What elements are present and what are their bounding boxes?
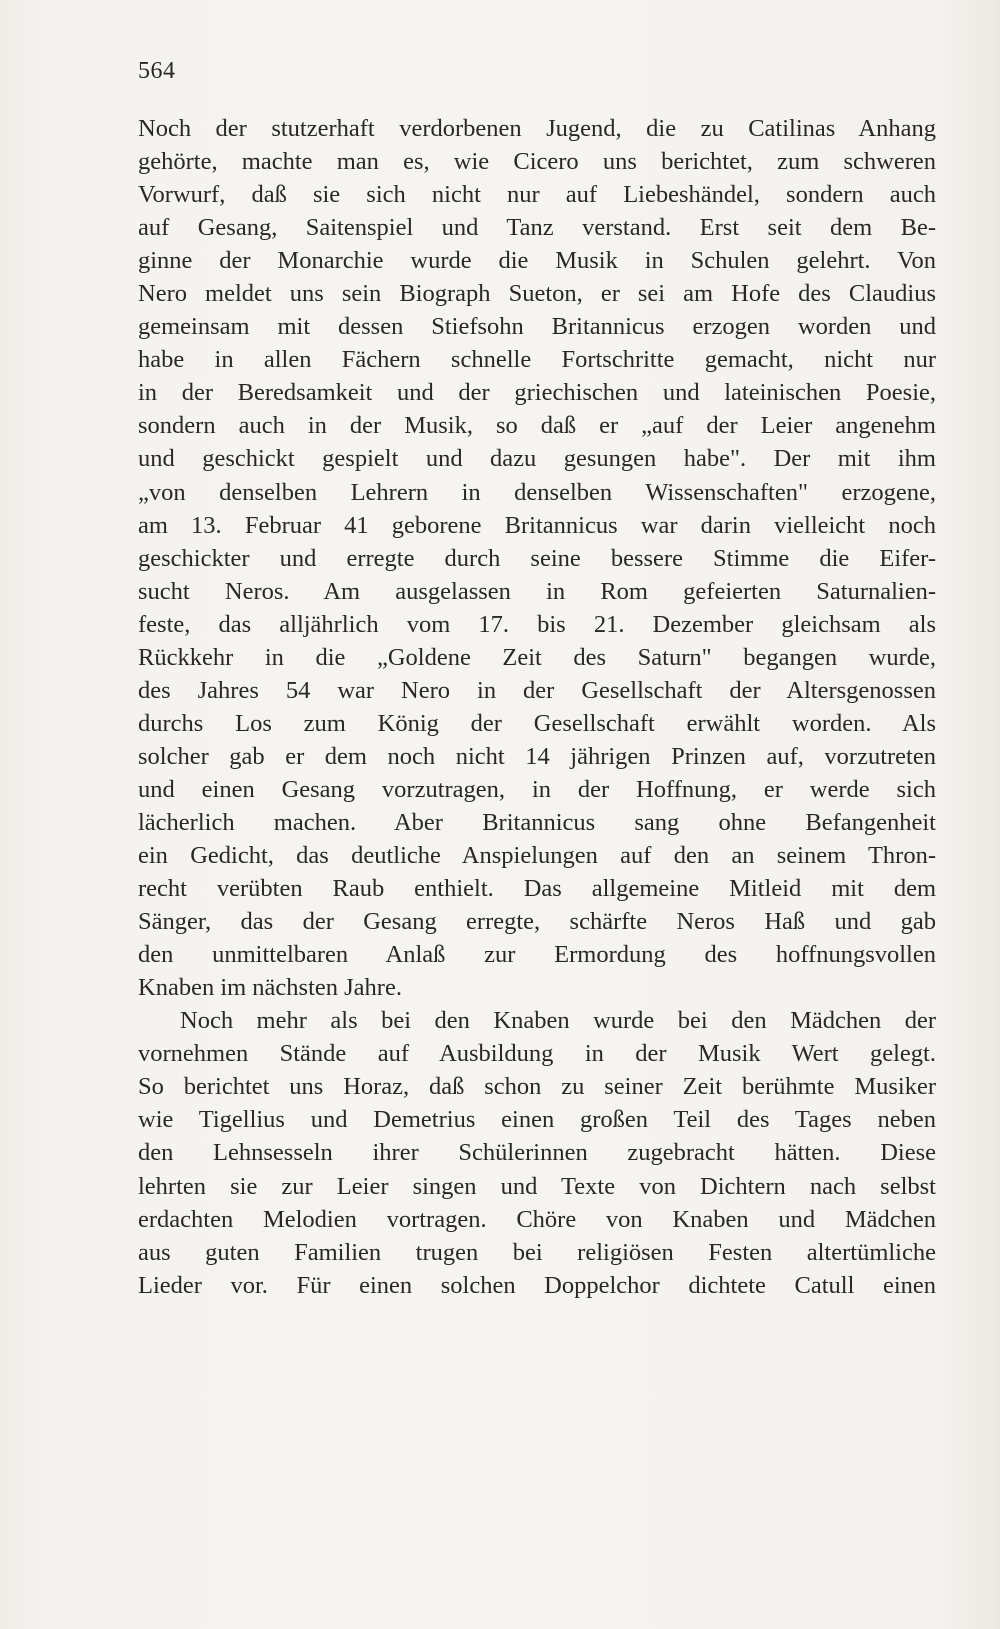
text-line: sondern auch in der Musik, so daß er „auf der Leier angenehm: [138, 412, 936, 440]
page-number: 564: [138, 58, 176, 84]
text-line: solcher gab er dem noch nicht 14 jährigen Prinzen auf, vorzutreten: [138, 742, 936, 770]
text-line: feste, das alljährlich vom 17. bis 21. Dezember gleichsam als: [138, 610, 936, 638]
text-line: recht verübten Raub enthielt. Das allgemeine Mitleid mit dem: [138, 875, 936, 903]
text-line: So berichtet uns Horaz, daß schon zu seiner Zeit berühmte Musiker: [138, 1073, 936, 1101]
text-line: aus guten Familien trugen bei religiösen Festen altertümliche: [138, 1238, 936, 1266]
text-line: am 13. Februar 41 geborene Britannicus war darin vielleicht noch: [138, 511, 936, 539]
text-line: sucht Neros. Am ausgelassen in Rom gefeierten Saturnalien-: [138, 577, 936, 605]
text-line: und einen Gesang vorzutragen, in der Hoffnung, er werde sich: [138, 775, 936, 803]
text-line: des Jahres 54 war Nero in der Gesellschaft der Altersgenossen: [138, 676, 936, 704]
text-line: habe in allen Fächern schnelle Fortschritte gemacht, nicht nur: [138, 346, 936, 374]
text-line: den unmittelbaren Anlaß zur Ermordung des hoffnungsvollen: [138, 941, 936, 969]
text-line: lächerlich machen. Aber Britannicus sang ohne Befangenheit: [138, 808, 936, 836]
text-line: vornehmen Stände auf Ausbildung in der Musik Wert gelegt.: [138, 1040, 936, 1068]
text-line: gehörte, machte man es, wie Cicero uns berichtet, zum schweren: [138, 148, 936, 176]
text-line: „von denselben Lehrern in denselben Wissenschaften" erzogene,: [138, 478, 936, 506]
text-line: Lieder vor. Für einen solchen Doppelchor dichtete Catull einen: [138, 1271, 936, 1299]
text-line: geschickter und erregte durch seine bessere Stimme die Eifer-: [138, 544, 936, 572]
text-line: auf Gesang, Saitenspiel und Tanz verstand. Erst seit dem Be-: [138, 214, 936, 242]
text-line: lehrten sie zur Leier singen und Texte von Dichtern nach selbst: [138, 1172, 936, 1200]
text-line: und geschickt gespielt und dazu gesungen habe". Der mit ihm: [138, 445, 936, 473]
text-line: Vorwurf, daß sie sich nicht nur auf Liebeshändel, sondern auch: [138, 181, 936, 209]
paragraph-start-line: Noch mehr als bei den Knaben wurde bei den Mädchen der: [180, 1007, 936, 1035]
text-line: wie Tigellius und Demetrius einen großen Teil des Tages neben: [138, 1106, 936, 1134]
text-line: ginne der Monarchie wurde die Musik in Schulen gelehrt. Von: [138, 247, 936, 275]
body-text: [138, 112, 936, 1302]
text-line: ein Gedicht, das deutliche Anspielungen auf den an seinem Thron-: [138, 842, 936, 870]
text-line: den Lehnsesseln ihrer Schülerinnen zugebracht hätten. Diese: [138, 1139, 936, 1167]
text-line: durchs Los zum König der Gesellschaft erwählt worden. Als: [138, 709, 936, 737]
text-line: Noch der stutzerhaft verdorbenen Jugend, die zu Catilinas Anhang: [138, 115, 936, 142]
text-line: in der Beredsamkeit und der griechischen und lateinischen Poesie,: [138, 379, 936, 407]
text-line: erdachten Melodien vortragen. Chöre von Knaben und Mädchen: [138, 1205, 936, 1233]
text-line: Nero meldet uns sein Biograph Sueton, er sei am Hofe des Claudius: [138, 280, 936, 308]
text-line: Rückkehr in die „Goldene Zeit des Saturn" begangen wurde,: [138, 643, 936, 671]
paragraph-end-line: Knaben im nächsten Jahre.: [138, 974, 402, 1002]
text-line: Sänger, das der Gesang erregte, schärfte Neros Haß und gab: [138, 908, 936, 936]
text-line: gemeinsam mit dessen Stiefsohn Britannicus erzogen worden und: [138, 313, 936, 341]
